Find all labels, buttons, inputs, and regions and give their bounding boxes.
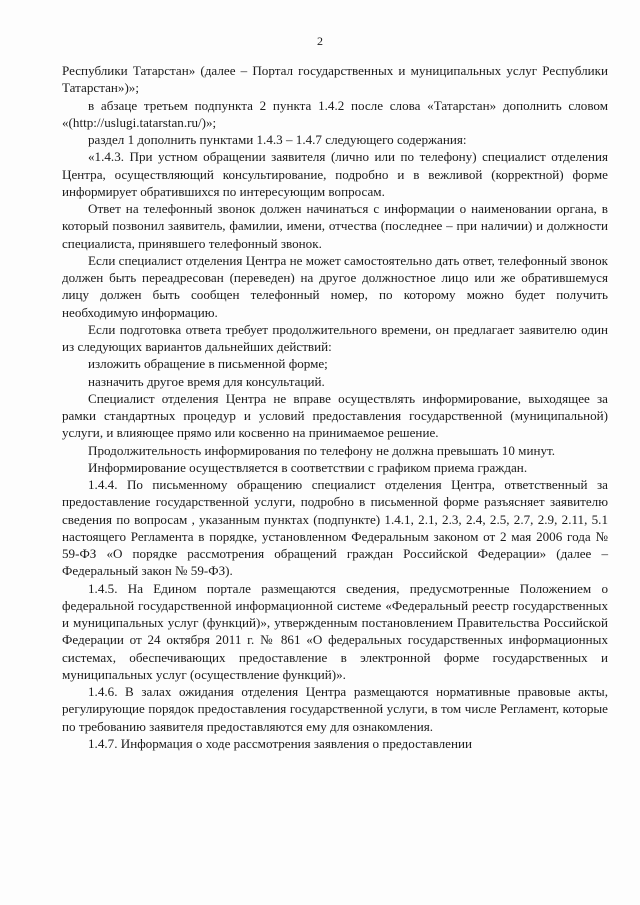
paragraph: Республики Татарстан» (далее – Портал государственных и муниципальных услуг Республики Татарстан»)»;	[62, 63, 608, 96]
paragraph: 1.4.7. Информация о ходе рассмотрения заявления о предоставлении	[88, 735, 472, 751]
paragraph: Информирование осуществляется в соответствии с графиком приема граждан.	[88, 459, 528, 475]
paragraph: раздел 1 дополнить пунктами 1.4.3 – 1.4.7 следующего содержания:	[88, 132, 467, 147]
paragraph: в абзаце третьем подпункта 2 пункта 1.4.2 после слова «Татарстан» дополнить словом «(http://uslugi.tatarstan.ru/)»;	[62, 97, 608, 130]
paragraph: изложить обращение в письменной форме;	[88, 356, 328, 372]
paragraph: Если специалист отделения Центра не может самостоятельно дать ответ, телефонный звонок должен быть переадресован (переведен) на другое должностное лицо или же обратившемуся лицу должен быть сообщен телефонный номер, по которому можно будет получить необходимую информацию.	[62, 252, 608, 320]
page-number: 2	[317, 34, 323, 48]
paragraph: Продолжительность информирования по телефону не должна превышать 10 минут.	[88, 442, 556, 458]
paragraph: Специалист отделения Центра не вправе осуществлять информирование, выходящее за рамки стандартных процедур и условий предоставления государственной (муниципальной) услуги, и влияющее прямо или косвенно на принимаемое решение.	[62, 390, 608, 441]
paragraph: назначить другое время для консультаций.	[88, 373, 325, 389]
paragraph: 1.4.6. В залах ожидания отделения Центра размещаются нормативные правовые акты, регулирующие порядок предоставления государственной услуги, в том числе Регламент, которые по требованию заявителя предоставляются ему для ознакомления.	[62, 684, 608, 734]
paragraph: «1.4.3. При устном обращении заявителя (лично или по телефону) специалист отделения Центра, осуществляющий консультирование, подробно и в вежливой (корректной) форме информирует обратившихся по интересующим вопросам.	[62, 149, 608, 199]
document-body	[62, 62, 608, 752]
paragraph: 1.4.5. На Едином портале размещаются сведения, предусмотренные Положением о федеральной государственной информационной системе «Федеральный реестр государственных и муниципальных услуг (функций)», утвержденным постановлением Правительства Российской Федерации от 24 октября 2011 г. № 861 «О федеральных государственных информационных системах, обеспечивающих предоставление в электронной форме государственных и муниципальных услуг (осуществление функций)».	[62, 580, 608, 682]
paragraph: Ответ на телефонный звонок должен начинаться с информации о наименовании органа, в который позвонил заявитель, фамилии, имени, отчества (последнее – при наличии) и должности специалиста, принявшего телефонный звонок.	[62, 201, 608, 251]
paragraph: Если подготовка ответа требует продолжительного времени, он предлагает заявителю один из следующих вариантов дальнейших действий:	[62, 321, 608, 354]
paragraph: 1.4.4. По письменному обращению специалист отделения Центра, ответственный за предоставление государственной услуги, подробно в письменной форме разъясняет заявителю сведения по вопросам , указанным пунктах (подпункте) 1.4.1, 2.1, 2.3, 2.4, 2.5, 2.7, 2.9, 2.11, 5.1 настоящего Регламента в порядке, установленном Федеральным законом от 2 мая 2006 года № 59-ФЗ «О порядке рассмотрения обращений граждан Российской Федерации» (далее – Федеральный закон № 59-ФЗ).	[62, 477, 608, 579]
